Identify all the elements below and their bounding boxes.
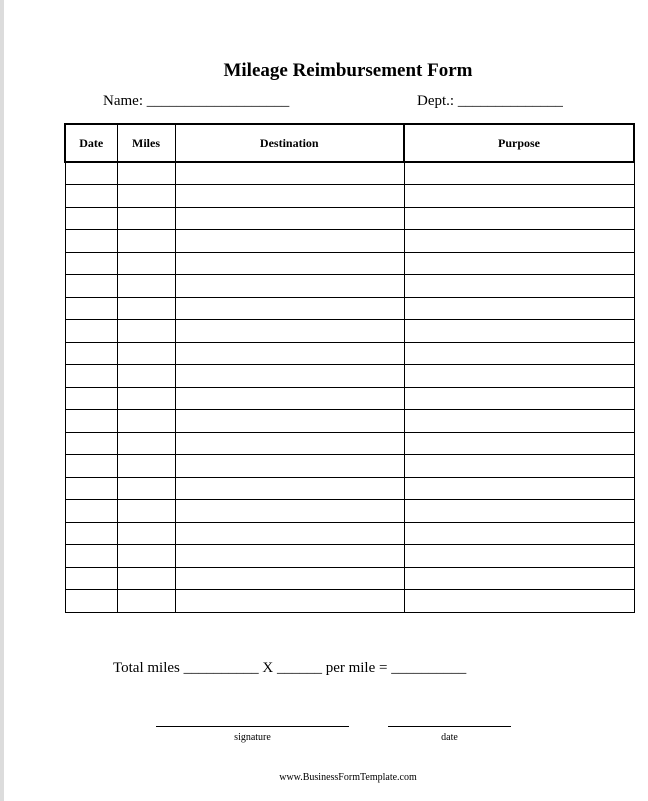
miles-cell[interactable] xyxy=(117,185,175,208)
footer-website: www.BusinessFormTemplate.com xyxy=(279,772,417,783)
date-cell[interactable] xyxy=(65,387,117,410)
purpose-cell[interactable] xyxy=(404,320,634,343)
date-label: date xyxy=(441,732,458,743)
miles-cell[interactable] xyxy=(117,455,175,478)
purpose-cell[interactable] xyxy=(404,162,634,185)
date-cell[interactable] xyxy=(65,252,117,275)
destination-cell[interactable] xyxy=(175,185,404,208)
purpose-cell[interactable] xyxy=(404,387,634,410)
date-cell[interactable] xyxy=(65,230,117,253)
date-cell[interactable] xyxy=(65,320,117,343)
miles-cell[interactable] xyxy=(117,275,175,298)
table-row xyxy=(65,275,634,298)
mileage-log-table xyxy=(64,123,635,613)
destination-cell[interactable] xyxy=(175,162,404,185)
destination-cell[interactable] xyxy=(175,320,404,343)
date-cell[interactable] xyxy=(65,432,117,455)
date-cell[interactable] xyxy=(65,567,117,590)
purpose-cell[interactable] xyxy=(404,365,634,388)
dept-field-line: Dept.: ______________ xyxy=(417,93,563,109)
table-row xyxy=(65,387,634,410)
page-left-edge xyxy=(0,0,4,801)
destination-cell[interactable] xyxy=(175,207,404,230)
header-purpose: Purpose xyxy=(404,124,634,162)
date-cell[interactable] xyxy=(65,342,117,365)
table-row xyxy=(65,477,634,500)
destination-cell[interactable] xyxy=(175,567,404,590)
purpose-cell[interactable] xyxy=(404,567,634,590)
name-field-line: Name: ___________________ xyxy=(103,93,290,109)
date-cell[interactable] xyxy=(65,522,117,545)
date-cell[interactable] xyxy=(65,207,117,230)
miles-cell[interactable] xyxy=(117,500,175,523)
miles-cell[interactable] xyxy=(117,432,175,455)
header-date: Date xyxy=(65,124,117,162)
purpose-cell[interactable] xyxy=(404,230,634,253)
table-row xyxy=(65,590,634,613)
destination-cell[interactable] xyxy=(175,455,404,478)
purpose-cell[interactable] xyxy=(404,500,634,523)
date-cell[interactable] xyxy=(65,365,117,388)
purpose-cell[interactable] xyxy=(404,252,634,275)
table-row xyxy=(65,365,634,388)
purpose-cell[interactable] xyxy=(404,477,634,500)
miles-cell[interactable] xyxy=(117,477,175,500)
date-cell[interactable] xyxy=(65,275,117,298)
destination-cell[interactable] xyxy=(175,342,404,365)
destination-cell[interactable] xyxy=(175,432,404,455)
purpose-cell[interactable] xyxy=(404,207,634,230)
table-row xyxy=(65,522,634,545)
date-cell[interactable] xyxy=(65,455,117,478)
date-cell[interactable] xyxy=(65,477,117,500)
date-cell[interactable] xyxy=(65,410,117,433)
table-row xyxy=(65,320,634,343)
date-cell[interactable] xyxy=(65,500,117,523)
destination-cell[interactable] xyxy=(175,410,404,433)
miles-cell[interactable] xyxy=(117,567,175,590)
destination-cell[interactable] xyxy=(175,275,404,298)
table-row xyxy=(65,545,634,568)
miles-cell[interactable] xyxy=(117,545,175,568)
destination-cell[interactable] xyxy=(175,545,404,568)
destination-cell[interactable] xyxy=(175,297,404,320)
destination-cell[interactable] xyxy=(175,365,404,388)
miles-cell[interactable] xyxy=(117,387,175,410)
destination-cell[interactable] xyxy=(175,387,404,410)
purpose-cell[interactable] xyxy=(404,410,634,433)
purpose-cell[interactable] xyxy=(404,185,634,208)
total-miles-line: Total miles __________ X ______ per mile = __________ xyxy=(113,660,467,676)
table-row xyxy=(65,297,634,320)
table-header-row xyxy=(65,124,634,162)
table-row xyxy=(65,410,634,433)
table-row xyxy=(65,567,634,590)
date-cell[interactable] xyxy=(65,545,117,568)
miles-cell[interactable] xyxy=(117,252,175,275)
miles-cell[interactable] xyxy=(117,162,175,185)
destination-cell[interactable] xyxy=(175,252,404,275)
header-miles: Miles xyxy=(117,124,175,162)
destination-cell[interactable] xyxy=(175,230,404,253)
purpose-cell[interactable] xyxy=(404,545,634,568)
miles-cell[interactable] xyxy=(117,590,175,613)
table-row xyxy=(65,185,634,208)
date-cell[interactable] xyxy=(65,185,117,208)
miles-cell[interactable] xyxy=(117,365,175,388)
miles-cell[interactable] xyxy=(117,207,175,230)
signature-label: signature xyxy=(234,732,271,743)
table-row xyxy=(65,500,634,523)
destination-cell[interactable] xyxy=(175,477,404,500)
miles-cell[interactable] xyxy=(117,297,175,320)
table-row xyxy=(65,207,634,230)
table-row xyxy=(65,432,634,455)
table-row xyxy=(65,230,634,253)
date-cell[interactable] xyxy=(65,162,117,185)
date-cell[interactable] xyxy=(65,590,117,613)
destination-cell[interactable] xyxy=(175,590,404,613)
destination-cell[interactable] xyxy=(175,500,404,523)
miles-cell[interactable] xyxy=(117,410,175,433)
purpose-cell[interactable] xyxy=(404,455,634,478)
header-destination: Destination xyxy=(175,124,404,162)
table-body xyxy=(65,162,634,612)
miles-cell[interactable] xyxy=(117,522,175,545)
date-cell[interactable] xyxy=(65,297,117,320)
purpose-cell[interactable] xyxy=(404,522,634,545)
purpose-cell[interactable] xyxy=(404,590,634,613)
purpose-cell[interactable] xyxy=(404,275,634,298)
miles-cell[interactable] xyxy=(117,230,175,253)
miles-cell[interactable] xyxy=(117,320,175,343)
purpose-cell[interactable] xyxy=(404,297,634,320)
signature-line xyxy=(156,726,349,727)
form-title: Mileage Reimbursement Form xyxy=(223,60,473,81)
destination-cell[interactable] xyxy=(175,522,404,545)
table-row xyxy=(65,342,634,365)
table-row xyxy=(65,455,634,478)
miles-cell[interactable] xyxy=(117,342,175,365)
date-line xyxy=(388,726,511,727)
purpose-cell[interactable] xyxy=(404,432,634,455)
purpose-cell[interactable] xyxy=(404,342,634,365)
table-row xyxy=(65,252,634,275)
table-row xyxy=(65,162,634,185)
